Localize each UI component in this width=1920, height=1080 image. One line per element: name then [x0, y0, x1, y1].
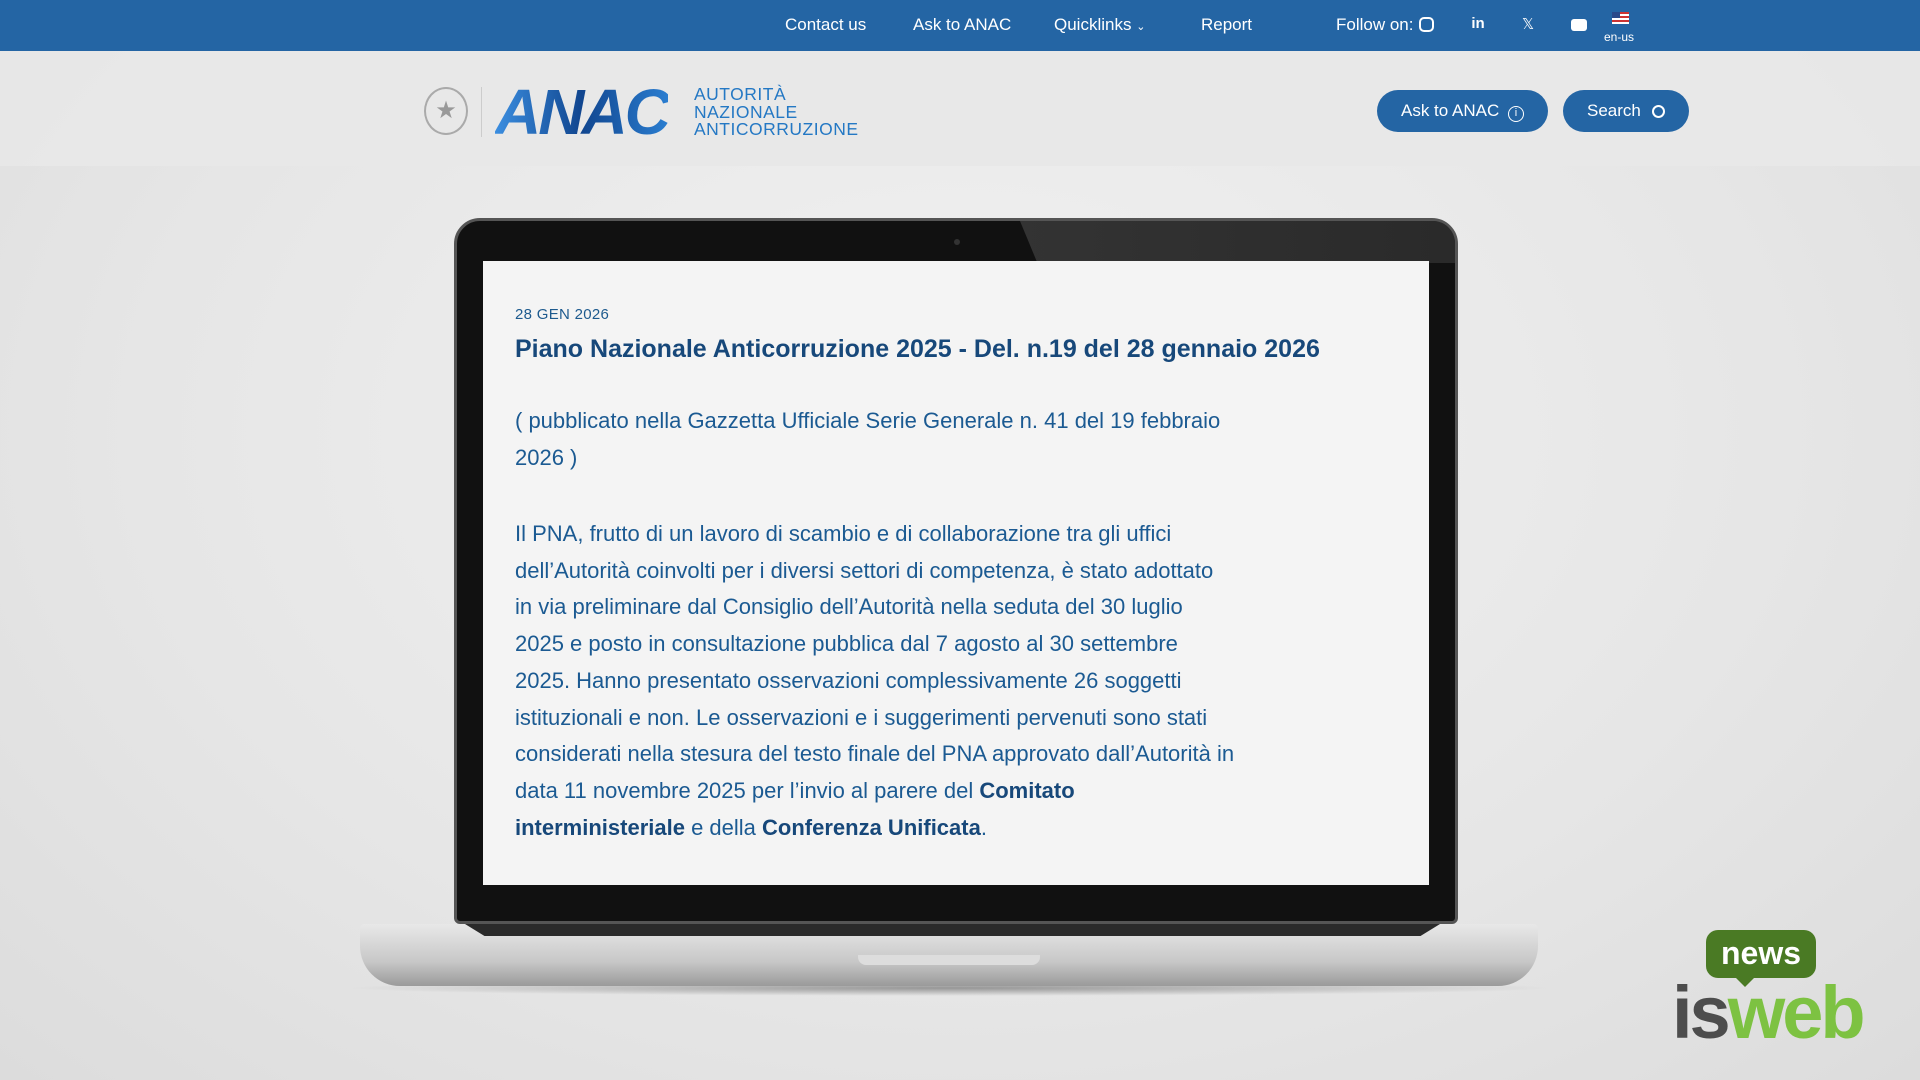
- info-icon: i: [1508, 106, 1524, 122]
- ask-label: Ask to ANAC: [1401, 101, 1500, 120]
- article-subtitle: ( pubblicato nella Gazzetta Ufficiale Serie Generale n. 41 del 19 febbraio 2026 ): [515, 408, 1221, 470]
- language-selector[interactable]: en-us: [1604, 30, 1635, 44]
- nav-report[interactable]: Report: [1201, 15, 1253, 34]
- laptop-notch: [858, 955, 1040, 965]
- conferenza-link[interactable]: Conferenza Unificata: [762, 814, 981, 840]
- body-text: e della: [684, 814, 763, 840]
- camera-icon: [954, 239, 960, 245]
- divider: [481, 87, 482, 137]
- italian-republic-emblem-icon: ★: [424, 87, 468, 135]
- instagram-icon[interactable]: [1419, 17, 1434, 32]
- nav-quicklinks[interactable]: [1054, 15, 1145, 35]
- nav-ask-to-anac[interactable]: Ask to ANAC: [913, 15, 1012, 34]
- article-title[interactable]: Piano Nazionale Anticorruzione 2025 - Del. n.19 del 28 gennaio 2026: [515, 335, 1320, 363]
- logo-line: NAZIONALE: [694, 101, 798, 122]
- chevron-down-icon: ⌄: [1136, 21, 1146, 33]
- article-date: 28 GEN 2026: [515, 306, 610, 323]
- brand-b: web: [1727, 971, 1863, 1054]
- comitato-link[interactable]: Comitato interministeriale: [515, 777, 1075, 840]
- news-badge: news: [1706, 930, 1816, 978]
- top-navigation-bar: [0, 0, 1920, 51]
- brand-a: is: [1672, 971, 1728, 1054]
- search-icon: [1652, 105, 1665, 118]
- logo-text: [694, 86, 859, 139]
- us-flag-icon[interactable]: [1612, 12, 1629, 24]
- isweb-wordmark: [1672, 970, 1863, 1055]
- follow-on-label: Follow on:: [1336, 15, 1414, 34]
- x-icon[interactable]: 𝕏: [1521, 16, 1535, 33]
- linkedin-icon[interactable]: in: [1471, 15, 1485, 32]
- ask-to-anac-button[interactable]: [1377, 90, 1548, 132]
- logo-line: ANTICORRUZIONE: [694, 119, 859, 139]
- screen-glare: [1020, 221, 1455, 263]
- body-text: Il PNA, frutto di un lavoro di scambio e di collaborazione tra gli uffici dell’Autorità coinvolti per i diversi settori di competenza, è stato adottato in via preliminare dal Consiglio dell’Autorità nella seduta del 30 luglio 2025 e posto in consultazione pubblica dal 7 agosto al 30 settembre 2025. Hanno presentato osservazioni complessivamente 26 soggetti istituzionali e non. Le osservazioni e i suggerimenti pervenuti sono stati considerati nella stesura del testo finale del PNA approvato dall’Autorità in data 11 novembre 2025 per l’invio al parere del: [515, 521, 1235, 803]
- article-body: [515, 516, 1235, 846]
- search-button[interactable]: [1563, 90, 1689, 132]
- nav-contact-us[interactable]: Contact us: [785, 15, 867, 34]
- quicklinks-label: Quicklinks: [1054, 15, 1132, 34]
- search-label: Search: [1587, 101, 1641, 120]
- laptop-keyboard: [465, 924, 1440, 936]
- anac-logo[interactable]: ANAC: [495, 76, 668, 148]
- body-text: .: [980, 814, 987, 840]
- youtube-icon[interactable]: [1571, 19, 1587, 31]
- logo-line: AUTORITÀ: [694, 84, 787, 104]
